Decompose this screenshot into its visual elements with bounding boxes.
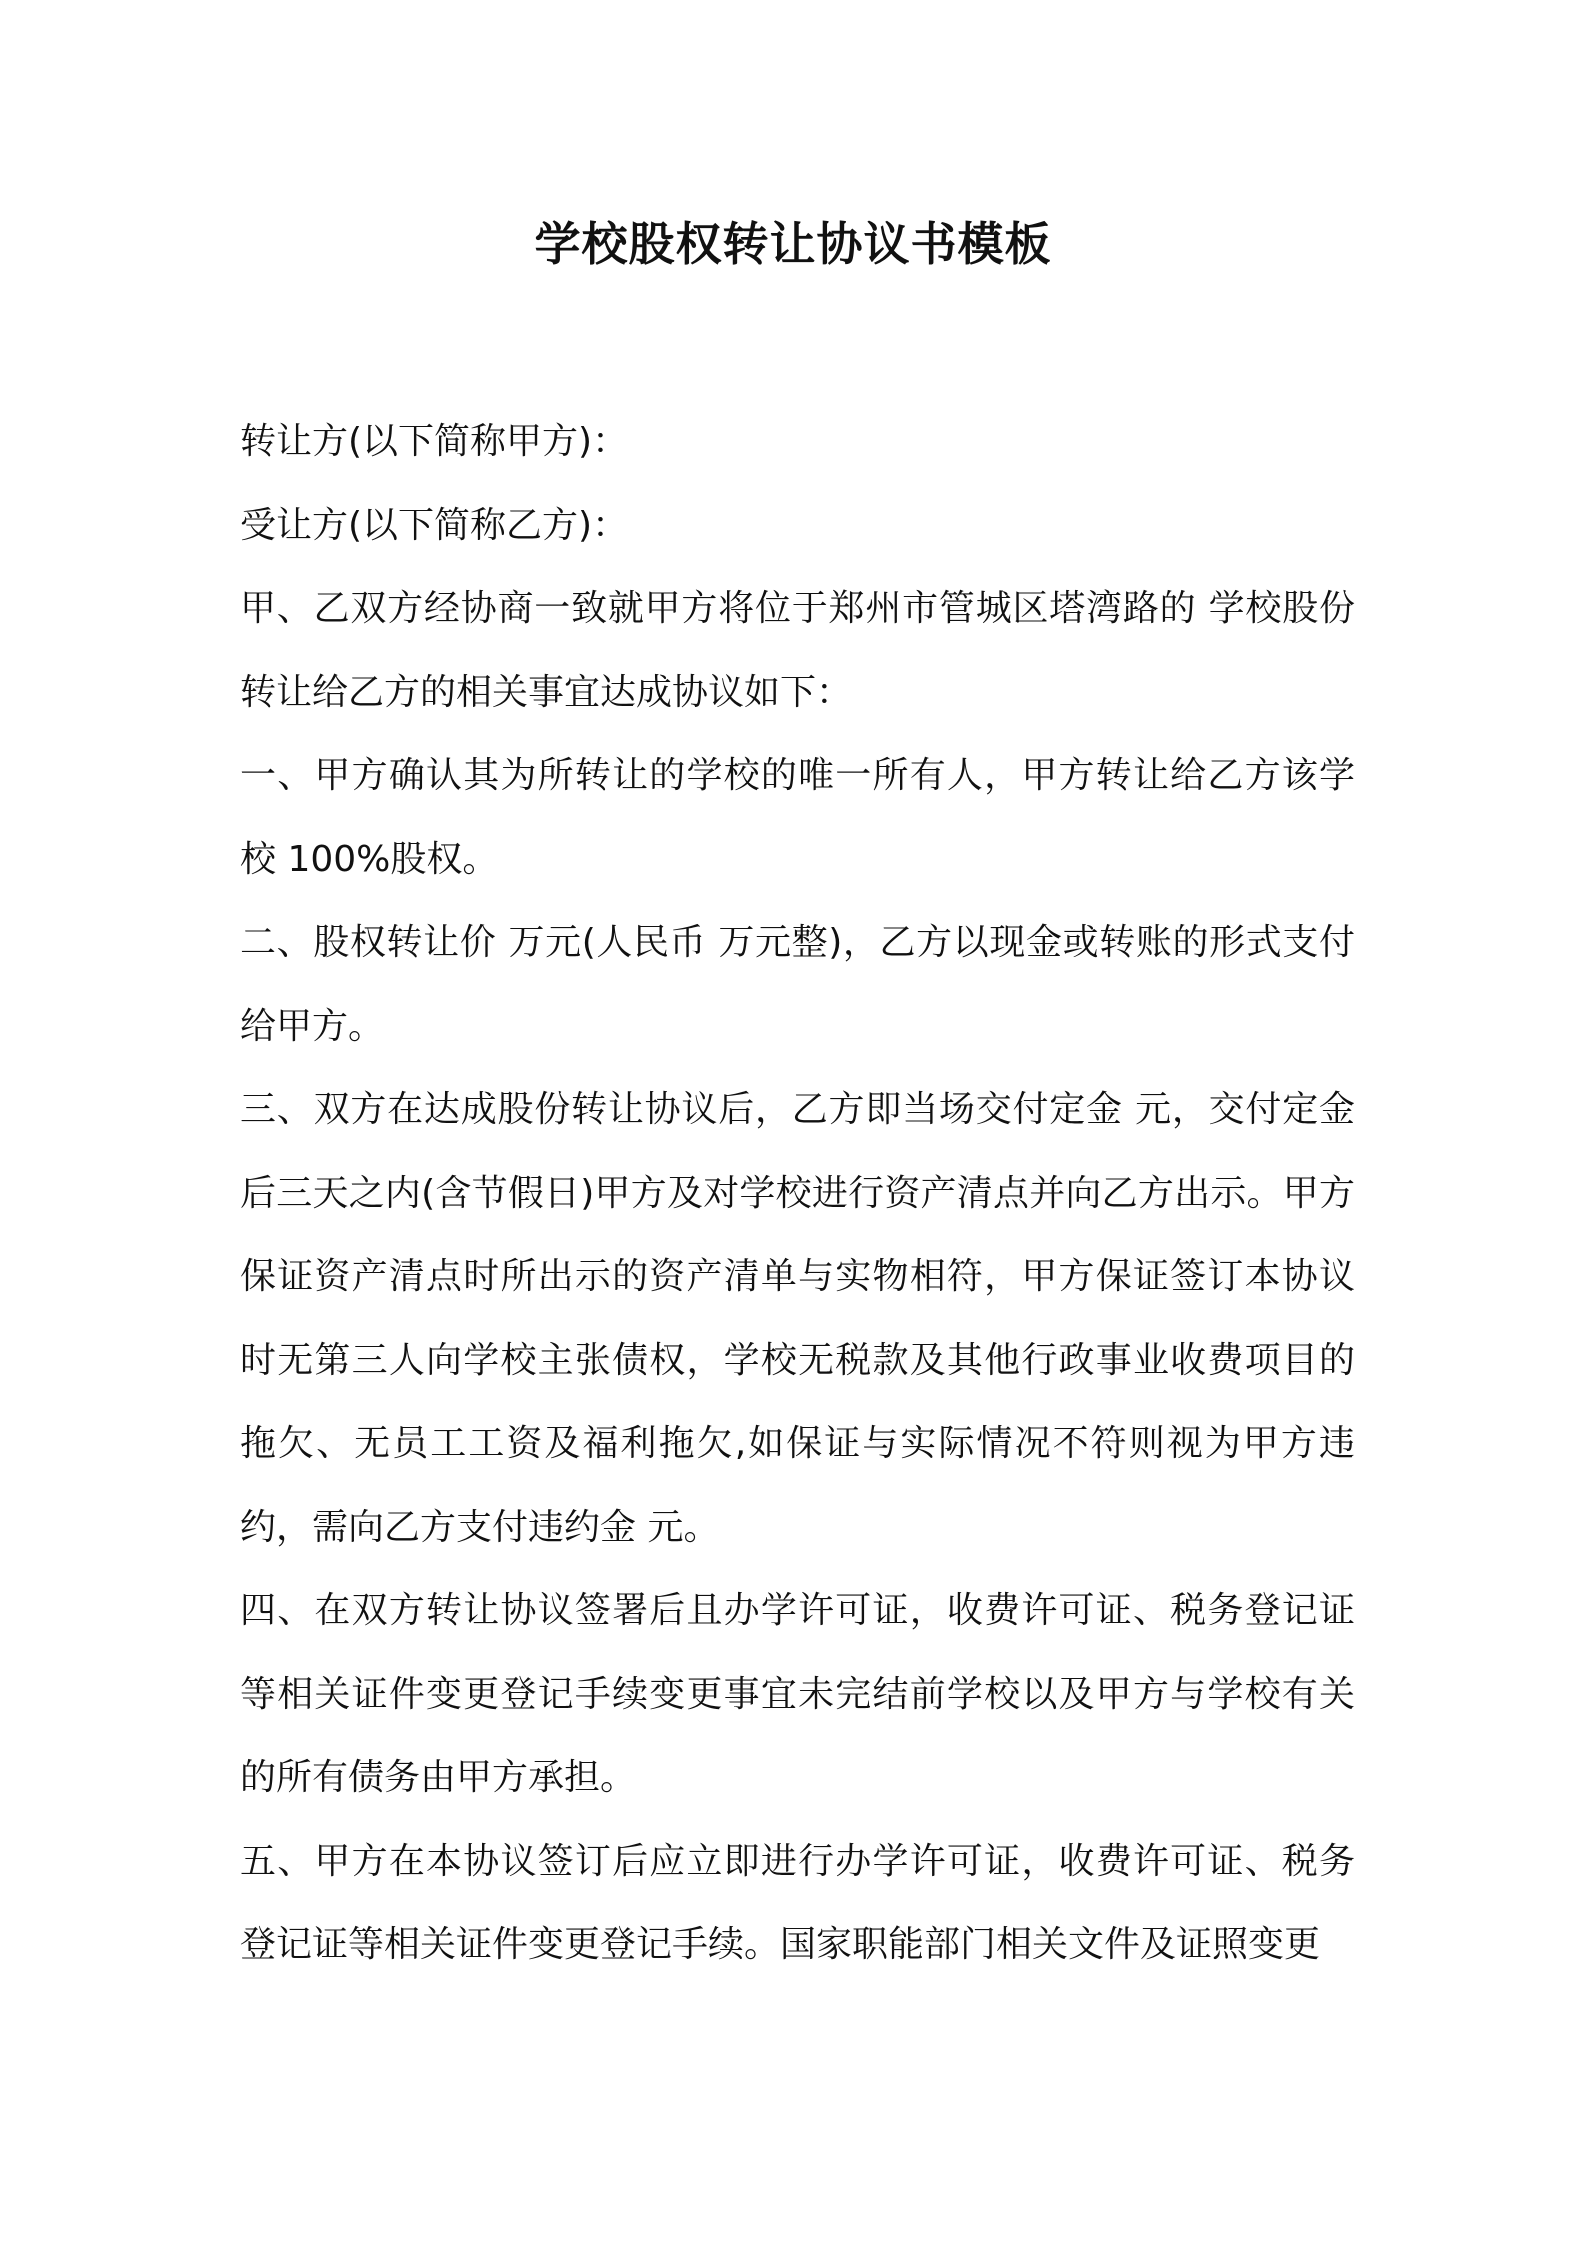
paragraph-clause-5: 五、甲方在本协议签订后应立即进行办学许可证，收费许可证、税务登记证等相关证件变更登记手续。国家职能部门相关文件及证照变更 [240,1840,1355,1965]
paragraph-clause-3: 三、双方在达成股份转让协议后，乙方即当场交付定金 元，交付定金后三天之内(含节假日)甲方及对学校进行资产清点并向乙方出示。甲方保证资产清点时所出示的资产清单与实物相符，甲方保证签订本协议时无第三人向学校主张债权，学校无税款及其他行政事业收费项目的拖欠、无员工工资及福利拖欠,如保证与实际情况不符则视为甲方违约，需向乙方支付违约金 元。 [240,1089,1355,1548]
paragraph-preamble: 甲、乙双方经协商一致就甲方将位于郑州市管城区塔湾路的 学校股份转让给乙方的相关事宜达成协议如下： [240,588,1355,713]
paragraph-clause-1: 一、甲方确认其为所转让的学校的唯一所有人，甲方转让给乙方该学校 100%股权。 [240,755,1355,880]
document-body [240,400,1355,1987]
paragraph-transferor: 转让方(以下简称甲方)： [240,421,629,462]
paragraph-clause-2: 二、股权转让价 万元(人民币 万元整)，乙方以现金或转账的形式支付给甲方。 [240,922,1355,1047]
paragraph-transferee: 受让方(以下简称乙方)： [240,504,629,546]
document-title: 学校股权转让协议书模板 [534,217,1052,271]
paragraph-clause-4: 四、在双方转让协议签署后且办学许可证，收费许可证、税务登记证等相关证件变更登记手续变更事宜未完结前学校以及甲方与学校有关的所有债务由甲方承担。 [240,1590,1355,1798]
